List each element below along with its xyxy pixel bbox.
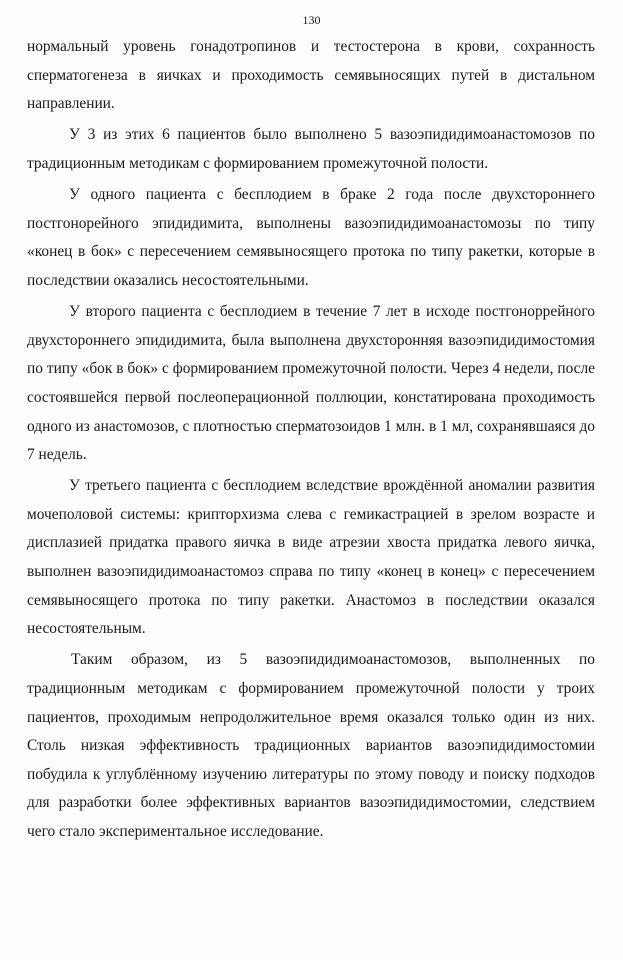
page-number: 130 xyxy=(302,13,321,27)
paragraph-first-patient: У одного пациента с бесплодием в браке 2 года после двухстороннего постгонорейного эпидидимита, выполнены вазоэпидидимоанастомозы по типу «конец в бок» с пересечением семявыносящего протока по типу ракетки, которые в последствии оказались несостоятельными. xyxy=(27,186,595,289)
paragraph-summary-anastomoses: У 3 из этих 6 пациентов было выполнено 5 вазоэпидидимоанастомозов по традиционным методикам с формированием промежуточной полости. xyxy=(27,126,595,172)
paragraph-third-patient: У третьего пациента с бесплодием вследствие врождённой аномалии развития мочеполовой системы: крипторхизма слева с гемикастрацией в зрелом возрасте и дисплазией придатка правого яичка в виде атрезии хвоста придатка левого яичка, выполнен вазоэпидидимоанастомоз справа по типу «конец в конец» с пересечением семявыносящего протока по типу ракетки. Анастомоз в последствии оказался несостоятельным. xyxy=(27,477,595,638)
document-body xyxy=(27,33,595,849)
paragraph-continuation: нормальный уровень гонадотропинов и тестостерона в крови, сохранность сперматогенеза в яичках и проходимость семявыносящих путей в дистальном направлении. xyxy=(27,38,595,113)
paragraph-second-patient: У второго пациента с бесплодием в течение 7 лет в исходе постгоноррейного двухстороннего эпидидимита, была выполнена двухсторонняя вазоэпидидимостомия по типу «бок в бок» с формированием промежуточной полости. Через 4 недели, после состоявшейся первой послеоперационной поллюции, констатирована проходимость одного из анастомозов, с плотностью сперматозоидов 1 млн. в 1 мл, сохранявшаяся до 7 недель. xyxy=(27,303,595,464)
paragraph-conclusion: Таким образом, из 5 вазоэпидидимоанастомозов, выполненных по традиционным методикам с формированием промежуточной полости у троих пациентов, проходимым непродолжительное время оказался только один из них. Столь низкая эффективность традиционных вариантов вазоэпидидимостомии побудила к углублённому изучению литературы по этому поводу и поиску подходов для разработки более эффективных вариантов вазоэпидидимостомии, следствием чего стало экспериментальное исследование. xyxy=(27,651,595,840)
